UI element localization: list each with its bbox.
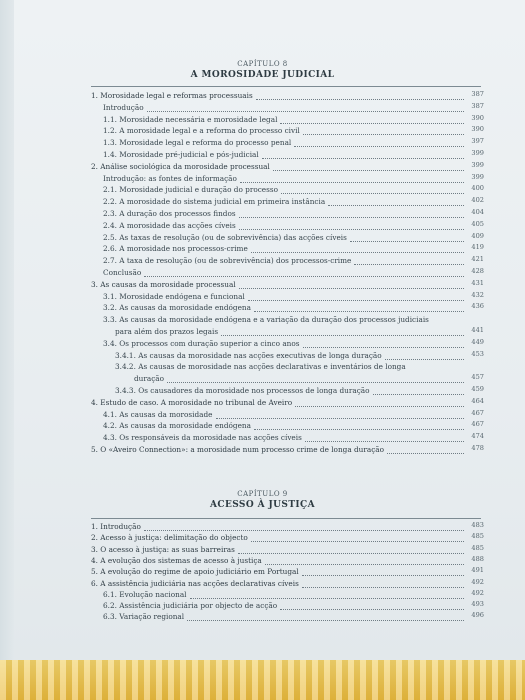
toc-entry-title: 3.4. Os processos com duração superior a cinco anos [103,338,300,348]
toc-entry [91,421,484,431]
toc-dot-leader [216,410,464,419]
toc-entry [91,601,484,611]
toc-entry-page: 397 [471,137,484,146]
toc-dot-leader [256,91,464,100]
toc-entry-title: 1. Introdução [91,522,141,531]
toc-dot-leader [302,579,464,588]
toc-entry-title: para além dos prazos legais [115,327,219,336]
toc-entry [91,398,484,408]
toc-entry-page: 431 [471,278,484,287]
toc-entry-page: 492 [471,577,484,586]
toc-entry [91,533,484,543]
toc-entry-title: 6. A assistência judiciária nas acções declarativas cíveis [91,578,299,588]
toc-entry [91,327,484,337]
toc-entry-title: duração [134,374,165,384]
toc-entry [91,374,484,384]
chapter-9-title: ACESSO À JUSTIÇA [210,500,315,510]
toc-dot-leader [248,292,464,301]
toc-dot-leader [240,174,464,183]
toc-dot-leader [303,339,464,348]
toc-entry-title: Introdução [103,102,144,112]
toc-entry-page: 491 [471,566,484,575]
toc-entry [91,233,484,243]
toc-entry [91,410,484,420]
toc-dot-leader [280,601,464,610]
toc-entry-title: 2. Acesso à justiça: delimitação do objecto [91,533,248,543]
toc-dot-leader [350,233,464,242]
toc-entry-title: 3.2. As causas da morosidade endógena [103,303,251,313]
toc-entry-page: 432 [471,290,484,299]
toc-entry-title: 2.4. A morosidade das acções cíveis [103,220,236,230]
toc-entry-page: 409 [471,231,484,240]
toc-entry [91,209,484,219]
chapter-9-label: CAPÍTULO 9 [237,490,288,498]
toc-entry [91,579,484,589]
background-fabric [0,660,525,700]
toc-entry [91,445,484,455]
toc-entry [91,221,484,231]
toc-entry [91,433,484,443]
toc-entry [91,174,484,184]
toc-entry-page: 467 [471,420,484,429]
toc-dot-leader [294,138,464,147]
toc-dot-leader [190,590,464,599]
toc-entry-title: Introdução: as fontes de informação [103,173,237,183]
toc-dot-leader [147,103,464,112]
toc-entry-title: 1.2. A morosidade legal e a reforma do processo civil [103,126,300,136]
toc-entry-title: 6.3. Variação regional [103,612,185,622]
toc-entry [91,339,484,349]
toc-entry-page: 405 [471,219,484,228]
toc-entry-page: 496 [471,611,484,620]
toc-entry-title: 1. Morosidade legal e reformas processuais [91,91,253,100]
chapter-8-rule [91,86,481,87]
toc-dot-leader [262,150,464,159]
toc-entry-page: 464 [471,396,484,405]
toc-entry-page: 387 [471,101,484,110]
toc-entry-page: 404 [471,208,484,216]
toc-entry [91,268,484,278]
toc-entry [91,103,484,113]
toc-entry-title: 2.7. A taxa de resolução (ou de sobrevivência) dos processos-crime [103,256,352,266]
toc-dot-leader [251,244,464,253]
toc-entry-page: 399 [471,160,484,169]
toc-entry-title: 3.4.3. Os causadores da morosidade nos processos de longa duração [115,386,370,395]
toc-entry-title: 4. A evolução dos sistemas de acesso à justiça [91,555,262,565]
toc-entry-title: 5. O «Aveiro Connection»: a morosidade num processo crime de longa duração [91,445,385,454]
chapter-9-rule [91,518,481,519]
toc-entry-page: 387 [471,90,484,98]
toc-entry [91,162,484,172]
toc-dot-leader [387,445,464,454]
toc-entry-title: 4. Estudo de caso. A morosidade no tribunal de Aveiro [91,397,293,407]
toc-dot-leader [305,433,464,442]
toc-entry-title: 2.1. Morosidade judicial e duração do processo [103,185,279,195]
toc-entry [91,545,484,555]
toc-entry [91,280,484,290]
toc-entry [91,315,484,325]
toc-entry-page: 390 [471,125,484,134]
toc-entry [91,292,484,302]
toc-dot-leader [273,162,464,171]
toc-entry-page: 459 [471,385,484,393]
toc-entry-page: 457 [471,373,484,382]
toc-entry-title: 3.1. Morosidade endógena e funcional [103,291,245,301]
toc-entry [91,612,484,622]
toc-entry-page: 421 [471,255,484,264]
toc-entry [91,91,484,101]
toc-entry-page: 483 [471,521,484,529]
toc-entry-page: 474 [471,432,484,441]
toc-entry-page: 467 [471,408,484,417]
toc-entry [91,362,484,372]
toc-dot-leader [295,398,464,407]
toc-entry [91,126,484,136]
toc-entry-page: 441 [471,326,484,334]
toc-entry-page: 488 [471,554,484,563]
toc-entry [91,556,484,566]
toc-entry-title: 3. O acesso à justiça: as suas barreiras [91,544,235,554]
toc-dot-leader [238,545,464,554]
chapter-8-label: CAPÍTULO 8 [237,60,288,68]
toc-entry-page: 390 [471,113,484,122]
toc-entry-title: 3.4.2. As causas de morosidade nas acções declarativas e inventários de longa [115,362,406,372]
chapter-8-title: A MOROSIDADE JUDICIAL [190,70,335,80]
toc-dot-leader [303,126,464,135]
toc-entry [91,567,484,577]
toc-entry-title: 4.2. As causas da morosidade endógena [103,421,251,431]
toc-dot-leader [187,612,464,621]
toc-dot-leader [373,386,464,395]
toc-entry-title: Conclusão [103,268,142,277]
toc-entry-title: 5. A evolução do regime de apoio judiciário em Portugal [91,567,299,577]
toc-entry-title: 3.4.1. As causas da morosidade nas acções executivas de longa duração [115,350,382,360]
toc-entry-title: 1.3. Morosidade legal e reforma do processo penal [103,138,292,148]
toc-dot-leader [144,268,464,277]
toc-entry-page: 492 [471,588,484,597]
toc-entry-page: 402 [471,196,484,205]
toc-entry [91,351,484,361]
toc-entry-title: 3. As causas da morosidade processual [91,279,236,289]
toc-dot-leader [302,567,464,576]
toc-entry-title: 6.2. Assistência judiciária por objecto de acção [103,601,278,611]
toc-entry [91,150,484,160]
toc-entry-title: 1.1. Morosidade necessária e morosidade legal [103,114,278,124]
toc-dot-leader [144,522,464,531]
toc-entry-title: 2.6. A morosidade nos processos-crime [103,244,248,254]
toc-entry-page: 400 [471,184,484,193]
toc-entry-page: 428 [471,267,484,275]
toc-entry-title: 4.3. Os responsáveis da morosidade nas acções cíveis [103,433,302,443]
toc-entry [91,185,484,195]
toc-entry [91,590,484,600]
toc-entry-page: 485 [471,532,484,541]
toc-entry-page: 419 [471,243,484,252]
toc-entry [91,386,484,396]
toc-entry [91,303,484,313]
toc-entry-title: 2.3. A duração dos processos findos [103,209,236,218]
toc-dot-leader [254,303,464,312]
toc-dot-leader [265,556,464,565]
toc-dot-leader [239,221,464,230]
toc-entry-page: 449 [471,337,484,346]
toc-dot-leader [328,197,464,206]
toc-dot-leader [254,421,464,430]
toc-dot-leader [385,351,464,360]
toc-entry [91,244,484,254]
toc-entry-title: 2.5. As taxas de resolução (ou de sobrevivência) das acções cíveis [103,232,347,242]
toc-entry [91,522,484,532]
toc-dot-leader [167,374,464,383]
toc-dot-leader [280,115,464,124]
toc-dot-leader [354,256,464,265]
toc-entry-page: 399 [471,149,484,157]
toc-dot-leader [239,209,464,218]
toc-entry-page: 399 [471,172,484,181]
toc-entry-page: 453 [471,349,484,358]
toc-entry [91,115,484,125]
toc-entry-title: 2. Análise sociológica da morosidade processual [91,161,270,171]
toc-entry [91,256,484,266]
toc-dot-leader [221,327,464,336]
toc-entry [91,138,484,148]
toc-entry-page: 493 [471,600,484,609]
toc-entry-title: 4.1. As causas da morosidade [103,409,213,419]
toc-dot-leader [281,185,464,194]
toc-entry-title: 1.4. Morosidade pré-judicial e pós-judicial [103,150,259,159]
toc-entry-page: 478 [471,444,484,452]
toc-entry-page: 436 [471,302,484,311]
toc-entry-title: 6.1. Evolução nacional [103,589,187,599]
toc-entry [91,197,484,207]
toc-dot-leader [251,533,464,542]
toc-entry-page: 485 [471,543,484,552]
toc-dot-leader [239,280,464,289]
toc-entry-title: 3.3. As causas da morosidade endógena e a variação da duração dos processos judiciais [103,315,429,325]
toc-entry-title: 2.2. A morosidade do sistema judicial em primeira instância [103,197,326,207]
